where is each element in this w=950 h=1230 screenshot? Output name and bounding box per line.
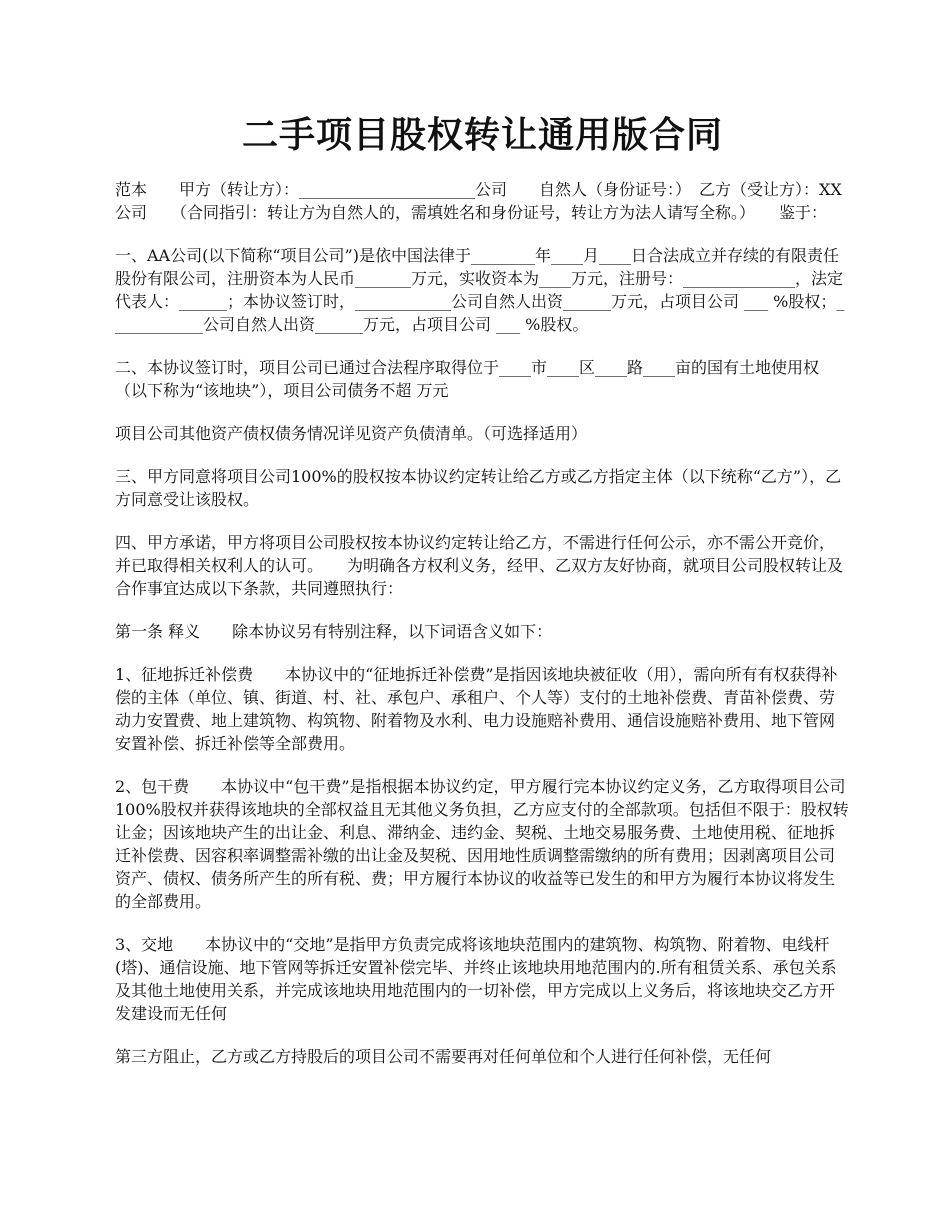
document-page (115, 112, 850, 1088)
definition-compensation-paragraph: 1、征地拆迁补偿费 本协议中的“征地拆迁补偿费”是指因该地块被征收（用），需向所有有权获得补偿的主体（单位、镇、街道、村、社、承包户、承租户、个人等）支付的土地补偿费、青苗补偿费、劳动力安置费、地上建筑物、构筑物、附着物及水利、电力设施赔补费用、通信设施赔补费用、地下管网安置补偿、拆迁补偿等全部费用。 (115, 665, 838, 753)
article-one-heading: 第一条 释义 除本协议另有特别注释，以下词语含义如下： (115, 622, 553, 641)
clause-three-paragraph: 三、甲方同意将项目公司100%的股权按本协议约定转让给乙方或乙方指定主体（以下统称“乙方”），乙方同意受让该股权。 (115, 467, 842, 509)
clause-one-paragraph: 一、AA公司(以下简称“项目公司”)是依中国法律于________年____月____日合法成立并存续的有限责任股份有限公司，注册资本为人民币_______万元，实收资本为____万元，注册号：______________，法定代表人：______；本协议签订时，____________公司自然人出资______万元，占项目公司 ___ %股权；____________公司自然人出资______万元，占项目公司 ___ %股权。 (115, 246, 845, 334)
assets-note-paragraph: 项目公司其他资产债权债务情况详见资产负债清单。（可选择适用） (115, 424, 588, 443)
clause-four-paragraph: 四、甲方承诺，甲方将项目公司股权按本协议约定转让给乙方，不需进行任何公示，亦不需公开竞价，并已取得相关权利人的认可。 为明确各方权利义务，经甲、乙双方友好协商，就项目公司股权转让及合作事宜达成以下条款，共同遵照执行： (115, 533, 844, 598)
third-party-paragraph: 第三方阻止，乙方或乙方持股后的项目公司不需要再对任何单位和个人进行任何补偿，无任何 (115, 1047, 772, 1066)
definition-lump-sum-paragraph: 2、包干费 本协议中“包干费”是指根据本协议约定，甲方履行完本协议约定义务，乙方取得项目公司100%股权并获得该地块的全部权益且无其他义务负担，乙方应支付的全部款项。包括但不限于：股权转让金；因该地块产生的出让金、利息、滞纳金、违约金、契税、土地交易服务费、土地使用税、征地拆迁补偿费、因容积率调整需补缴的出让金及契税、因用地性质调整需缴纳的所有费用；因剥离项目公司资产、债权、债务所产生的所有税、费；甲方履行本协议的收益等已发生的和甲方为履行本协议将发生的全部费用。 (115, 777, 849, 911)
definition-land-delivery-paragraph: 3、交地 本协议中的“交地”是指甲方负责完成将该地块范围内的建筑物、构筑物、附着物、电线杆(塔)、通信设施、地下管网等拆迁安置补偿完毕、并终止该地块用地范围内的.所有租赁关系、承包关系及其他土地使用关系，并完成该地块用地范围内的一切补偿，甲方完成以上义务后，将该地块交乙方开发建设而无任何 (115, 935, 837, 1023)
clause-two-paragraph: 二、本协议签订时，项目公司已通过合法程序取得位于____市____区____路____亩的国有土地使用权（以下称为“该地块”），项目公司债务不超 万元 (115, 358, 820, 400)
document-title: 二手项目股权转让通用版合同 (241, 115, 723, 156)
preamble-paragraph: 范本 甲方（转让方）：______________________公司 自然人（身份证号：） 乙方（受让方）：XX公司 （合同指引：转让方为自然人的，需填姓名和身份证号，转让方为法人请写全称。） 鉴于： (115, 180, 842, 222)
